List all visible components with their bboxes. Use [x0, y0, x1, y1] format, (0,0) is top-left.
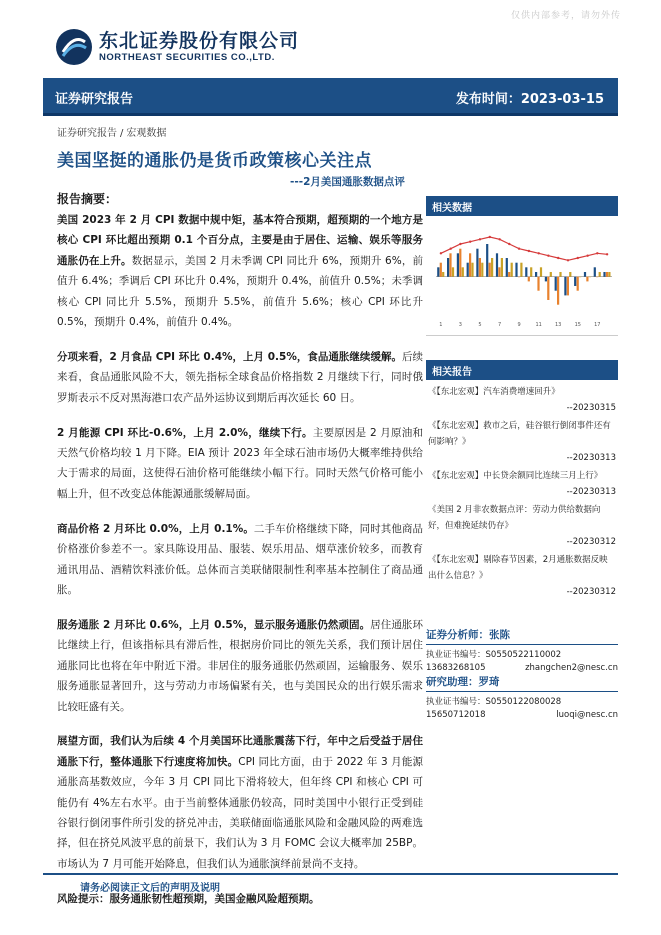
chart-bar-series-c [599, 272, 601, 277]
chart-bar-series-a [555, 277, 557, 291]
report-summary [57, 190, 423, 924]
chart-bar-series-c [608, 272, 610, 277]
chart-bar-series-c [462, 267, 464, 276]
chart-point-series-d [450, 248, 452, 250]
chart-point-series-d [440, 252, 442, 254]
chart-point-series-d [498, 238, 500, 240]
chart-bar-series-a [545, 277, 547, 282]
chart-bar-series-c [589, 277, 591, 278]
watermark: 仅供内部参考，请勿外传 [510, 11, 621, 21]
chart-point-series-d [489, 236, 491, 238]
chart-bar-series-a [496, 253, 498, 276]
chart-bar-series-c [501, 258, 503, 277]
chart-bar-series-b [547, 277, 549, 300]
chart-point-series-d [518, 248, 520, 250]
chart-bar-series-b [577, 277, 579, 291]
summary-paragraph-6: 展望方面，我们认为后续 4 个月美国环比通胀震荡下行，年中之后受益于居住通胀下行，整体通胀下行速度将加快。CPI 同比方面，由于 2022 年 3 月能源通胀高基数效应，今年 3 月 CPI 同比下滑将较大，但年终 CPI 和核心 CPI 可能仍有 4%左右水平。由于当前整体通胀仍较高，同时美国中小银行正受到硅谷银行倒闭事件所引发的挤兑冲击，美联储面临通胀风险和金融风险的两难选择，但在挤兑风波平息的前景下，我们认为 3 月 FOMC 会议大概率加 25BP。市场认为 7 月可能开始降息，但我们认为通胀演绎前景尚不支持。 [57, 735, 423, 870]
assistant-block [426, 674, 618, 722]
chart-tick-label: 3 [458, 322, 462, 328]
chart-bar-series-b [508, 272, 510, 277]
chart-bar-series-a [506, 258, 508, 277]
sidebar [426, 196, 618, 602]
risk-warning: 风险提示：服务通胀韧性超预期，美国金融风险超预期。 [57, 892, 320, 905]
chart-bar-series-c [569, 272, 571, 277]
chart-bar-series-c [520, 263, 522, 277]
chart-bar-series-a [447, 258, 449, 277]
chart-bar-series-b [440, 263, 442, 277]
chart-bar-series-a [594, 267, 596, 276]
chart-tick-label: 9 [517, 322, 521, 328]
chart-tick-label: 11 [535, 322, 542, 328]
analyst-email[interactable]: zhangchen2@nesc.cn [525, 663, 618, 673]
chart-point-series-d [577, 257, 579, 259]
breadcrumb: 证券研究报告 / 宏观数据 [57, 128, 167, 139]
cert-number: S0550122080028 [485, 697, 562, 707]
chart-bar-series-c [530, 267, 532, 276]
footer-divider [43, 873, 618, 875]
chart-bar-series-b [518, 277, 520, 278]
chart-bar-series-a [574, 277, 576, 286]
related-reports-heading: 相关报告 [426, 360, 618, 380]
brand-name-cn: 东北证券股份有限公司 [99, 30, 300, 52]
chart-bar-series-a [525, 267, 527, 276]
chart-tick-label: 15 [574, 322, 581, 328]
chart-bar-series-b [489, 263, 491, 277]
chart-bar-series-c [559, 272, 561, 277]
report-date: --20230313 [566, 487, 616, 497]
chart-bar-series-b [479, 258, 481, 277]
brand-name-en: NORTHEAST SECURITIES CO.,LTD. [99, 52, 275, 63]
summary-paragraph-1: 美国 2023 年 2 月 CPI 数据中规中矩，基本符合预期，超预期的一个地方是核心 CPI 环比超出预期 0.1 个百分点，主要是由于居住、运输、娱乐等服务通胀仍在上升。数据显示，美国 2 月未季调 CPI 同比升 6%，预期升 6%，前值升 6.4%；季调后 CPI 环比升 0.4%，预期升 0.4%，前值升 0.5%；未季调核心 CPI 同比升 5.5%，预期升 5.5%，前值升 5.6%；核心 CPI 环比升 0.5%，预期升 0.4%，前值升 0.4%。 [57, 214, 424, 329]
analyst-phone: 13683268105 [426, 663, 486, 673]
chart-bar-series-c [579, 277, 581, 278]
report-date: --20230312 [566, 537, 616, 547]
cert-label: 执业证书编号： [426, 650, 486, 660]
analyst-block [426, 627, 618, 675]
chart-bar-series-b [567, 277, 569, 296]
report-title[interactable]: 《【东北宏观】中长贷余额同比连续三月上行》 [428, 471, 603, 481]
chart-bar-series-a [564, 277, 566, 296]
publish-time: 发布时间：2023-03-15 [455, 92, 604, 107]
chart-point-series-d [557, 257, 559, 259]
chart-bar-series-c [491, 258, 493, 277]
chart-point-series-d [469, 241, 471, 243]
chart-bar-series-b [459, 249, 461, 277]
chart-tick-label: 1 [439, 322, 443, 328]
chart-point-series-d [508, 243, 510, 245]
chart-point-series-d [547, 255, 549, 257]
summary-paragraph-3: 2 月能源 CPI 环比-0.6%，上月 2.0%，继续下行。主要原因是 2 月原油和天然气价格均较 1 月下降。EIA 预计 2023 年全球石油市场仍大概率维持供给大于需求的局面，这使得石油价格可能继续小幅下行。同时天然气价格可能小幅上升，但不改变总体能源通胀缓解局面。 [57, 426, 423, 500]
related-data-heading: 相关数据 [426, 196, 618, 216]
summary-paragraph-5: 服务通胀 2 月环比 0.6%，上月 0.5%，显示服务通胀仍然顽固。居住通胀环比继续上行，但该指标具有滞后性，根据房价同比的领先关系，我们预计居住通胀同比也将在年中附近下滑。非居住的服务通胀仍然顽固，运输服务、娱乐服务通胀显著回升，这与劳动力市场偏紧有关，也与美国民众的出行娱乐需求比较旺盛有关。 [57, 618, 424, 713]
report-title[interactable]: 《【东北宏观】汽车消费增速回升》 [428, 387, 560, 397]
report-type: 证券研究报告 [55, 92, 134, 107]
assistant-heading: 研究助理：罗琦 [426, 674, 618, 692]
footer-disclaimer[interactable]: 请务必阅读正文后的声明及说明 [80, 883, 220, 894]
chart-bar-series-b [537, 277, 539, 291]
chart-tick-label: 17 [594, 322, 601, 328]
chart-point-series-d [567, 259, 569, 261]
assistant-email[interactable]: luoqi@nesc.cn [556, 710, 618, 720]
report-title[interactable]: 《【东北宏观】救市之后，硅谷银行倒闭事件还有何影响？》 [428, 421, 611, 447]
chart-point-series-d [538, 252, 540, 254]
cert-number: S0550522110002 [485, 650, 562, 660]
chart-bar-series-b [449, 253, 451, 276]
brand-logo [55, 28, 299, 66]
chart-point-series-d [596, 252, 598, 254]
chart-tick-label: 7 [498, 322, 502, 328]
logo-mark-icon [55, 28, 93, 66]
related-data-chart [426, 216, 618, 336]
breadcrumb-first: 证券研究报告 [57, 128, 117, 139]
chart-point-series-d [606, 253, 608, 255]
header-banner [43, 78, 618, 116]
chart-bar-series-a [457, 253, 459, 276]
chart-bar-series-b [596, 277, 598, 278]
summary-heading: 报告摘要： [57, 192, 118, 206]
chart-bar-series-c [550, 272, 552, 277]
chart-bar-series-a [476, 249, 478, 277]
summary-paragraph-2: 分项来看，2 月食品 CPI 环比 0.4%，上月 0.5%，食品通胀继续缓解。后续来看，食品通胀风险不大，领先指标全球食品价格指数 2 月继续下行，同时俄罗斯表示不反对黑海港口农产品外运协议到期后再次延长 60 日。 [57, 350, 423, 404]
report-title[interactable]: 《【东北宏观】剔除春节因素，2月通胀数据反映出什么信息？》 [428, 555, 608, 581]
chart-bar-series-a [584, 272, 586, 277]
chart-line-series-d [441, 237, 607, 260]
breadcrumb-second: 宏观数据 [126, 128, 167, 139]
chart-bar-series-b [557, 277, 559, 305]
chart-bar-series-b [469, 253, 471, 276]
chart-tick-label: 5 [478, 322, 482, 328]
chart-bar-series-a [486, 244, 488, 277]
chart-bar-series-c [452, 267, 454, 276]
chart-bar-series-c [540, 267, 542, 276]
chart-bar-series-a [535, 272, 537, 277]
chart-bar-series-a [467, 263, 469, 277]
report-date: --20230312 [566, 587, 616, 597]
chart-point-series-d [459, 243, 461, 245]
chart-tick-label: 13 [555, 322, 562, 328]
chart-bar-series-b [606, 272, 608, 277]
page-title: 美国坚挺的通胀仍是货币政策核心关注点 [57, 151, 372, 171]
chart-bar-series-a [437, 267, 439, 276]
assistant-phone: 15650712018 [426, 710, 486, 720]
report-date: --20230315 [566, 403, 616, 413]
chart-bar-series-a [515, 263, 517, 277]
analyst-heading: 证券分析师：张陈 [426, 627, 618, 645]
chart-point-series-d [586, 255, 588, 257]
chart-bar-series-c [471, 263, 473, 277]
chart-svg [426, 216, 618, 336]
chart-bar-series-b [586, 277, 588, 282]
chart-point-series-d [528, 250, 530, 252]
chart-bar-series-c [442, 272, 444, 277]
chart-bar-series-c [481, 263, 483, 277]
page-subtitle: ---2月美国通胀数据点评 [290, 176, 405, 188]
report-title[interactable]: 《美国 2 月非农数据点评：劳动力供给数据向好，但难挽延续仍存》 [428, 505, 601, 531]
chart-bar-series-b [498, 267, 500, 276]
report-date: --20230313 [566, 453, 616, 463]
cert-label: 执业证书编号： [426, 697, 486, 707]
chart-point-series-d [479, 238, 481, 240]
related-reports [426, 360, 618, 600]
summary-paragraph-4: 商品价格 2 月环比 0.0%，上月 0.1%。二手车价格继续下降，同时其他商品价格涨价参差不一。家具陈设用品、服装、娱乐用品、烟草涨价较多，而教育通讯用品、酒精饮料涨价低。总体而言美联储限制性利率基本控制住了商品通胀。 [57, 522, 424, 596]
chart-bar-series-b [528, 277, 530, 282]
chart-bar-series-a [603, 272, 605, 277]
chart-bar-series-c [511, 263, 513, 277]
